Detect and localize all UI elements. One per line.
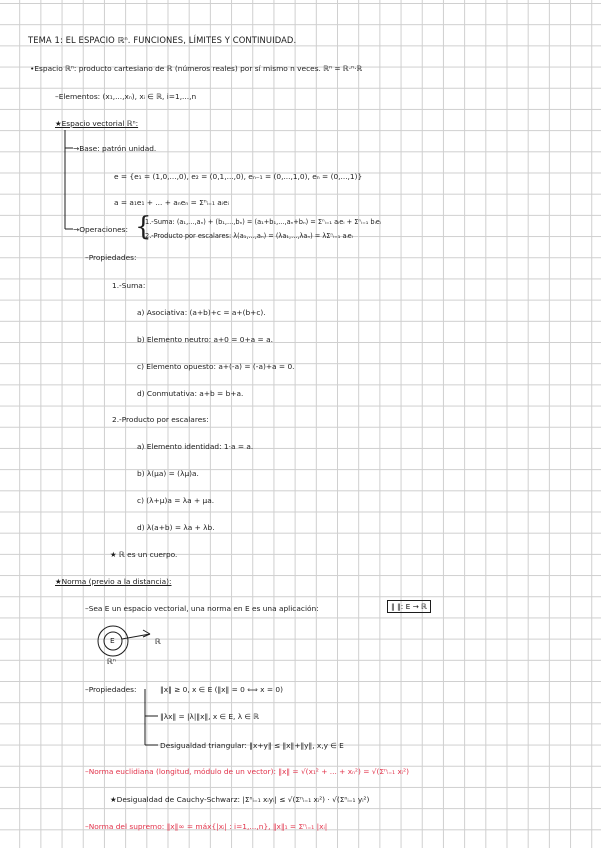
propiedades-heading: –Propiedades: <box>85 253 137 262</box>
prop-conmutativa: d) Conmutativa: a+b = b+a. <box>137 389 244 398</box>
norma-prop-2: ‖λx‖ = |λ|‖x‖, x ∈ E, λ ∈ ℝ <box>160 712 260 721</box>
base-line: →Base: patrón unidad. <box>73 144 157 153</box>
prop-neutro: b) Elemento neutro: a+0 = 0+a = a. <box>137 335 273 344</box>
norma-heading: ★Norma (previo a la distancia): <box>55 577 172 586</box>
operacion-producto: 2.-Producto por escalares: λ(a₁,...,aₙ) = (λa₁,...,λaₙ) = λΣⁿᵢ₌₁ aᵢeᵢ <box>145 232 353 240</box>
page-title: TEMA 1: EL ESPACIO ℝⁿ. FUNCIONES, LÍMITES Y CONTINUIDAD. <box>28 35 297 45</box>
norma-prop-1: ‖x‖ ≥ 0, x ∈ E (‖x‖ = 0 ⟺ x = 0) <box>160 685 283 694</box>
cuerpo-note: ★ ℝ es un cuerpo. <box>110 550 178 559</box>
prop-asociativa: a) Asociativa: (a+b)+c = a+(b+c). <box>137 308 266 317</box>
linear-combination: a = a₁e₁ + ... + aₙeₙ = Σⁿᵢ₌₁ aᵢeᵢ <box>114 198 229 207</box>
operaciones-label: →Operaciones: <box>73 225 129 234</box>
operacion-suma: 1.-Suma: (a₁,...,aₙ) + (b₁,...,bₙ) = (a₁+b₁,...,aₙ+bₙ) = Σⁿᵢ₌₁ aᵢeᵢ + Σⁿᵢ₌₁ bᵢeᵢ <box>145 218 382 226</box>
circle-label-e: E <box>110 636 115 645</box>
prop-identidad: a) Elemento identidad: 1·a = a. <box>137 442 254 451</box>
base-vectors: e = {e₁ = (1,0,...,0), e₂ = (0,1,...,0), eₙ₋₁ = (0,...,1,0), eₙ = (0,...,1)} <box>114 172 363 181</box>
elementos-line: –Elementos: (x₁,...,xₙ), xᵢ ∈ ℝ, i=1,...,n <box>55 92 197 101</box>
espacio-rn-definition: •Espacio ℝⁿ: producto cartesiano de ℝ (números reales) por sí mismo n veces. ℝⁿ = ℝ·ⁿ·ℝ <box>30 64 363 73</box>
prop-c: c) (λ+μ)a = λa + μa. <box>137 496 215 505</box>
norma-supremo: –Norma del supremo: ‖x‖∞ = máx{|xᵢ| : i=1,...,n}, ‖x‖₁ = Σⁿᵢ₌₁ |xᵢ| <box>85 822 328 831</box>
cauchy-schwarz: ★Desigualdad de Cauchy-Schwarz: |Σⁿᵢ₌₁ xᵢyᵢ| ≤ √(Σⁿᵢ₌₁ xᵢ²) · √(Σⁿᵢ₌₁ yᵢ²) <box>110 795 370 804</box>
circle-label-rn: ℝⁿ <box>107 657 116 666</box>
producto-heading: 2.-Producto por escalares: <box>112 415 209 424</box>
norma-prop-3: Desigualdad triangular: ‖x+y‖ ≤ ‖x‖+‖y‖, x,y ∈ E <box>160 741 344 750</box>
aplicacion-box: ‖ ‖: E → ℝ <box>387 600 431 613</box>
sea-e-line: –Sea E un espacio vectorial, una norma en E es una aplicación: <box>85 604 319 613</box>
prop-b: b) λ(μa) = (λμ)a. <box>137 469 199 478</box>
suma-heading: 1.-Suma: <box>112 281 146 290</box>
prop-opuesto: c) Elemento opuesto: a+(-a) = (-a)+a = 0. <box>137 362 295 371</box>
operaciones-brace: { <box>135 212 152 242</box>
norma-euclidiana: –Norma euclidiana (longitud, módulo de un vector): ‖x‖ = √(x₁² + ... + xₙ²) = √(Σⁿᵢ₌₁ xᵢ²) <box>85 767 410 776</box>
prop-d: d) λ(a+b) = λa + λb. <box>137 523 215 532</box>
espacio-vectorial-heading: ★Espacio vectorial ℝⁿ: <box>55 119 139 128</box>
circle-label-r: ℝ <box>155 637 161 646</box>
propiedades-norma-heading: –Propiedades: <box>85 685 137 694</box>
